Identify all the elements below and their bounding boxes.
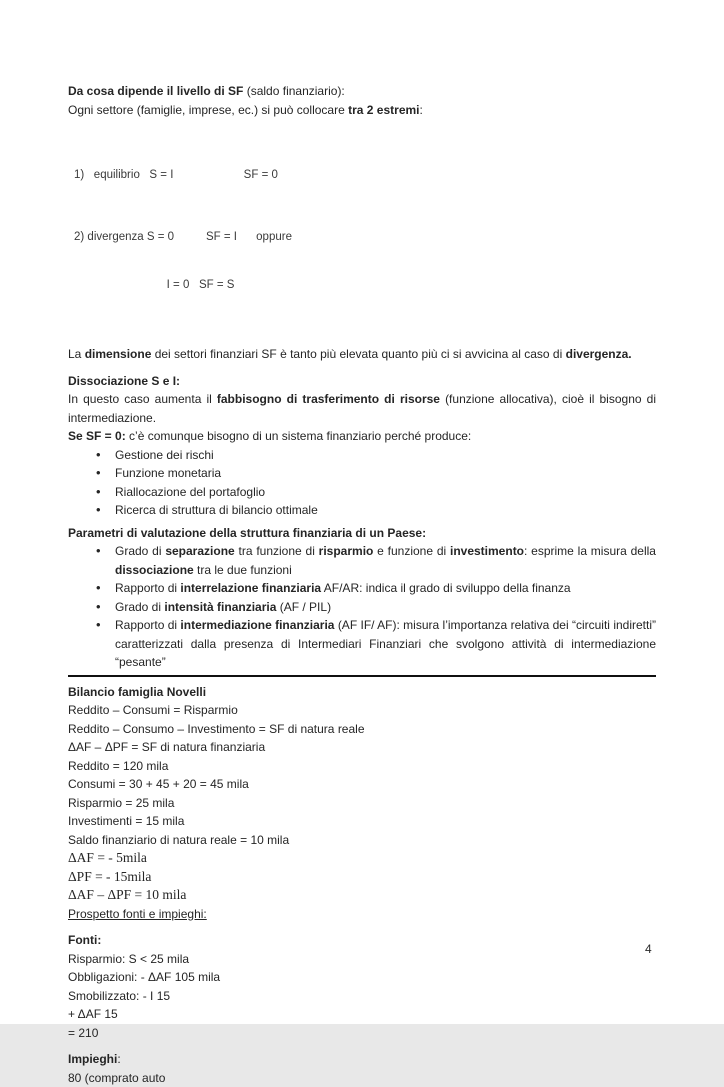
- fabbisogno-paragraph: [68, 390, 656, 427]
- text-run: risparmio: [319, 544, 374, 558]
- fonti-line: Smobilizzato: - I 15: [68, 987, 656, 1006]
- bilancio-line: Reddito – Consumi = Risparmio: [68, 701, 656, 720]
- text-run: (saldo finanziario):: [243, 84, 344, 98]
- text-run: :: [420, 103, 423, 117]
- page-content: [68, 82, 656, 1087]
- text-run: Da cosa dipende il livello di SF: [68, 84, 243, 98]
- text-run: divergenza.: [566, 347, 632, 361]
- text-run: : esprime la misura della: [524, 544, 656, 558]
- fonti-line: Obbligazioni: - ΔAF 105 mila: [68, 968, 656, 987]
- parametri-heading: Parametri di valutazione della struttura finanziaria di un Paese:: [68, 524, 656, 543]
- bilancio-line: Prospetto fonti e impieghi:: [68, 905, 656, 924]
- bullet-item: [68, 542, 656, 579]
- fonti-line: Risparmio: S < 25 mila: [68, 950, 656, 969]
- text-run: tra funzione di: [235, 544, 319, 558]
- diagram-line-divergenza: 2) divergenza S = 0 SF = I oppure: [74, 229, 656, 245]
- fonti-line: + ΔAF 15: [68, 1005, 656, 1024]
- fonti-lines: [68, 950, 656, 1043]
- dimensione-paragraph: [68, 345, 656, 364]
- text-run: Se SF = 0:: [68, 429, 126, 443]
- diagram-line-divergenza-2: I = 0 SF = S: [74, 277, 656, 293]
- text-run: Rapporto di: [115, 581, 180, 595]
- text-run: intensità finanziaria: [164, 600, 276, 614]
- text-run: tra 2 estremi: [348, 103, 419, 117]
- fonti-heading: Fonti:: [68, 931, 656, 950]
- bilancio-lines: [68, 701, 656, 923]
- impieghi-heading: [68, 1050, 656, 1069]
- text-run: tra le due funzioni: [194, 563, 292, 577]
- text-run: investimento: [450, 544, 524, 558]
- bullet-item: • Gestione dei rischi: [68, 446, 656, 465]
- text-run: intermediazione finanziaria: [180, 618, 334, 632]
- bilancio-line: ΔAF – ΔPF = 10 mila: [68, 886, 656, 905]
- bullet-item: • Ricerca di struttura di bilancio ottimale: [68, 501, 656, 520]
- text-run: dissociazione: [115, 563, 194, 577]
- text-run: (AF IF/ AF): misura l’importanza relativa dei “circuiti indiretti” caratterizzati dalla presenza di Intermediari Finanziari che svolgono attività di intermediazione “pesante”: [115, 618, 656, 669]
- bilancio-line: Consumi = 30 + 45 + 20 = 45 mila: [68, 775, 656, 794]
- intro-line-2: [68, 101, 656, 120]
- parametri-bullet-list: [68, 542, 656, 672]
- text-run: La: [68, 347, 85, 361]
- bilancio-line: Investimenti = 15 mila: [68, 812, 656, 831]
- impieghi-line: 80 (comprato auto: [68, 1069, 656, 1087]
- fonti-line: = 210: [68, 1024, 656, 1043]
- text-run: Ogni settore (famiglie, imprese, ec.) si può collocare: [68, 103, 348, 117]
- text-run: dimensione: [85, 347, 152, 361]
- bilancio-line: Reddito = 120 mila: [68, 757, 656, 776]
- text-run: Grado di: [115, 600, 164, 614]
- section-divider: [68, 675, 656, 677]
- bullet-item: [68, 616, 656, 672]
- text-run: fabbisogno di trasferimento di risorse: [217, 392, 440, 406]
- text-run: In questo caso aumenta il: [68, 392, 217, 406]
- dissociazione-heading: Dissociazione S e I:: [68, 372, 656, 391]
- impieghi-lines: [68, 1069, 656, 1087]
- se-sf-line: [68, 427, 656, 446]
- bullet-item: • Riallocazione del portafoglio: [68, 483, 656, 502]
- equilibrium-diagram: [74, 135, 656, 325]
- text-run: c’è comunque bisogno di un sistema finanziario perché produce:: [126, 429, 472, 443]
- diagram-line-equilibrio: 1) equilibrio S = I SF = 0: [74, 167, 656, 183]
- text-run: :: [117, 1052, 120, 1066]
- text-run: AF/AR: indica il grado di sviluppo della finanza: [321, 581, 570, 595]
- text-run: (funzione allocativa), cioè il bisogno di intermediazione.: [68, 392, 656, 425]
- bullet-item: [68, 598, 656, 617]
- text-run: (AF / PIL): [276, 600, 331, 614]
- bullet-item: [68, 579, 656, 598]
- text-run: Rapporto di: [115, 618, 180, 632]
- bilancio-line: Saldo finanziario di natura reale = 10 mila: [68, 831, 656, 850]
- bilancio-heading: Bilancio famiglia Novelli: [68, 683, 656, 702]
- text-run: e funzione di: [373, 544, 450, 558]
- page-number: 4: [645, 942, 652, 956]
- bilancio-line: ΔAF = - 5mila: [68, 849, 656, 868]
- bilancio-line: Risparmio = 25 mila: [68, 794, 656, 813]
- bilancio-line: ΔAF – ΔPF = SF di natura finanziaria: [68, 738, 656, 757]
- intro-line-1: [68, 82, 656, 101]
- text-run: dei settori finanziari SF è tanto più elevata quanto più ci si avvicina al caso di: [151, 347, 565, 361]
- text-run: interrelazione finanziaria: [180, 581, 321, 595]
- sistema-bullet-list: [68, 446, 656, 520]
- bilancio-line: Reddito – Consumo – Investimento = SF di natura reale: [68, 720, 656, 739]
- bullet-item: • Funzione monetaria: [68, 464, 656, 483]
- bilancio-line: ΔPF = - 15mila: [68, 868, 656, 887]
- text-run: separazione: [165, 544, 234, 558]
- text-run: Impieghi: [68, 1052, 117, 1066]
- text-run: Grado di: [115, 544, 165, 558]
